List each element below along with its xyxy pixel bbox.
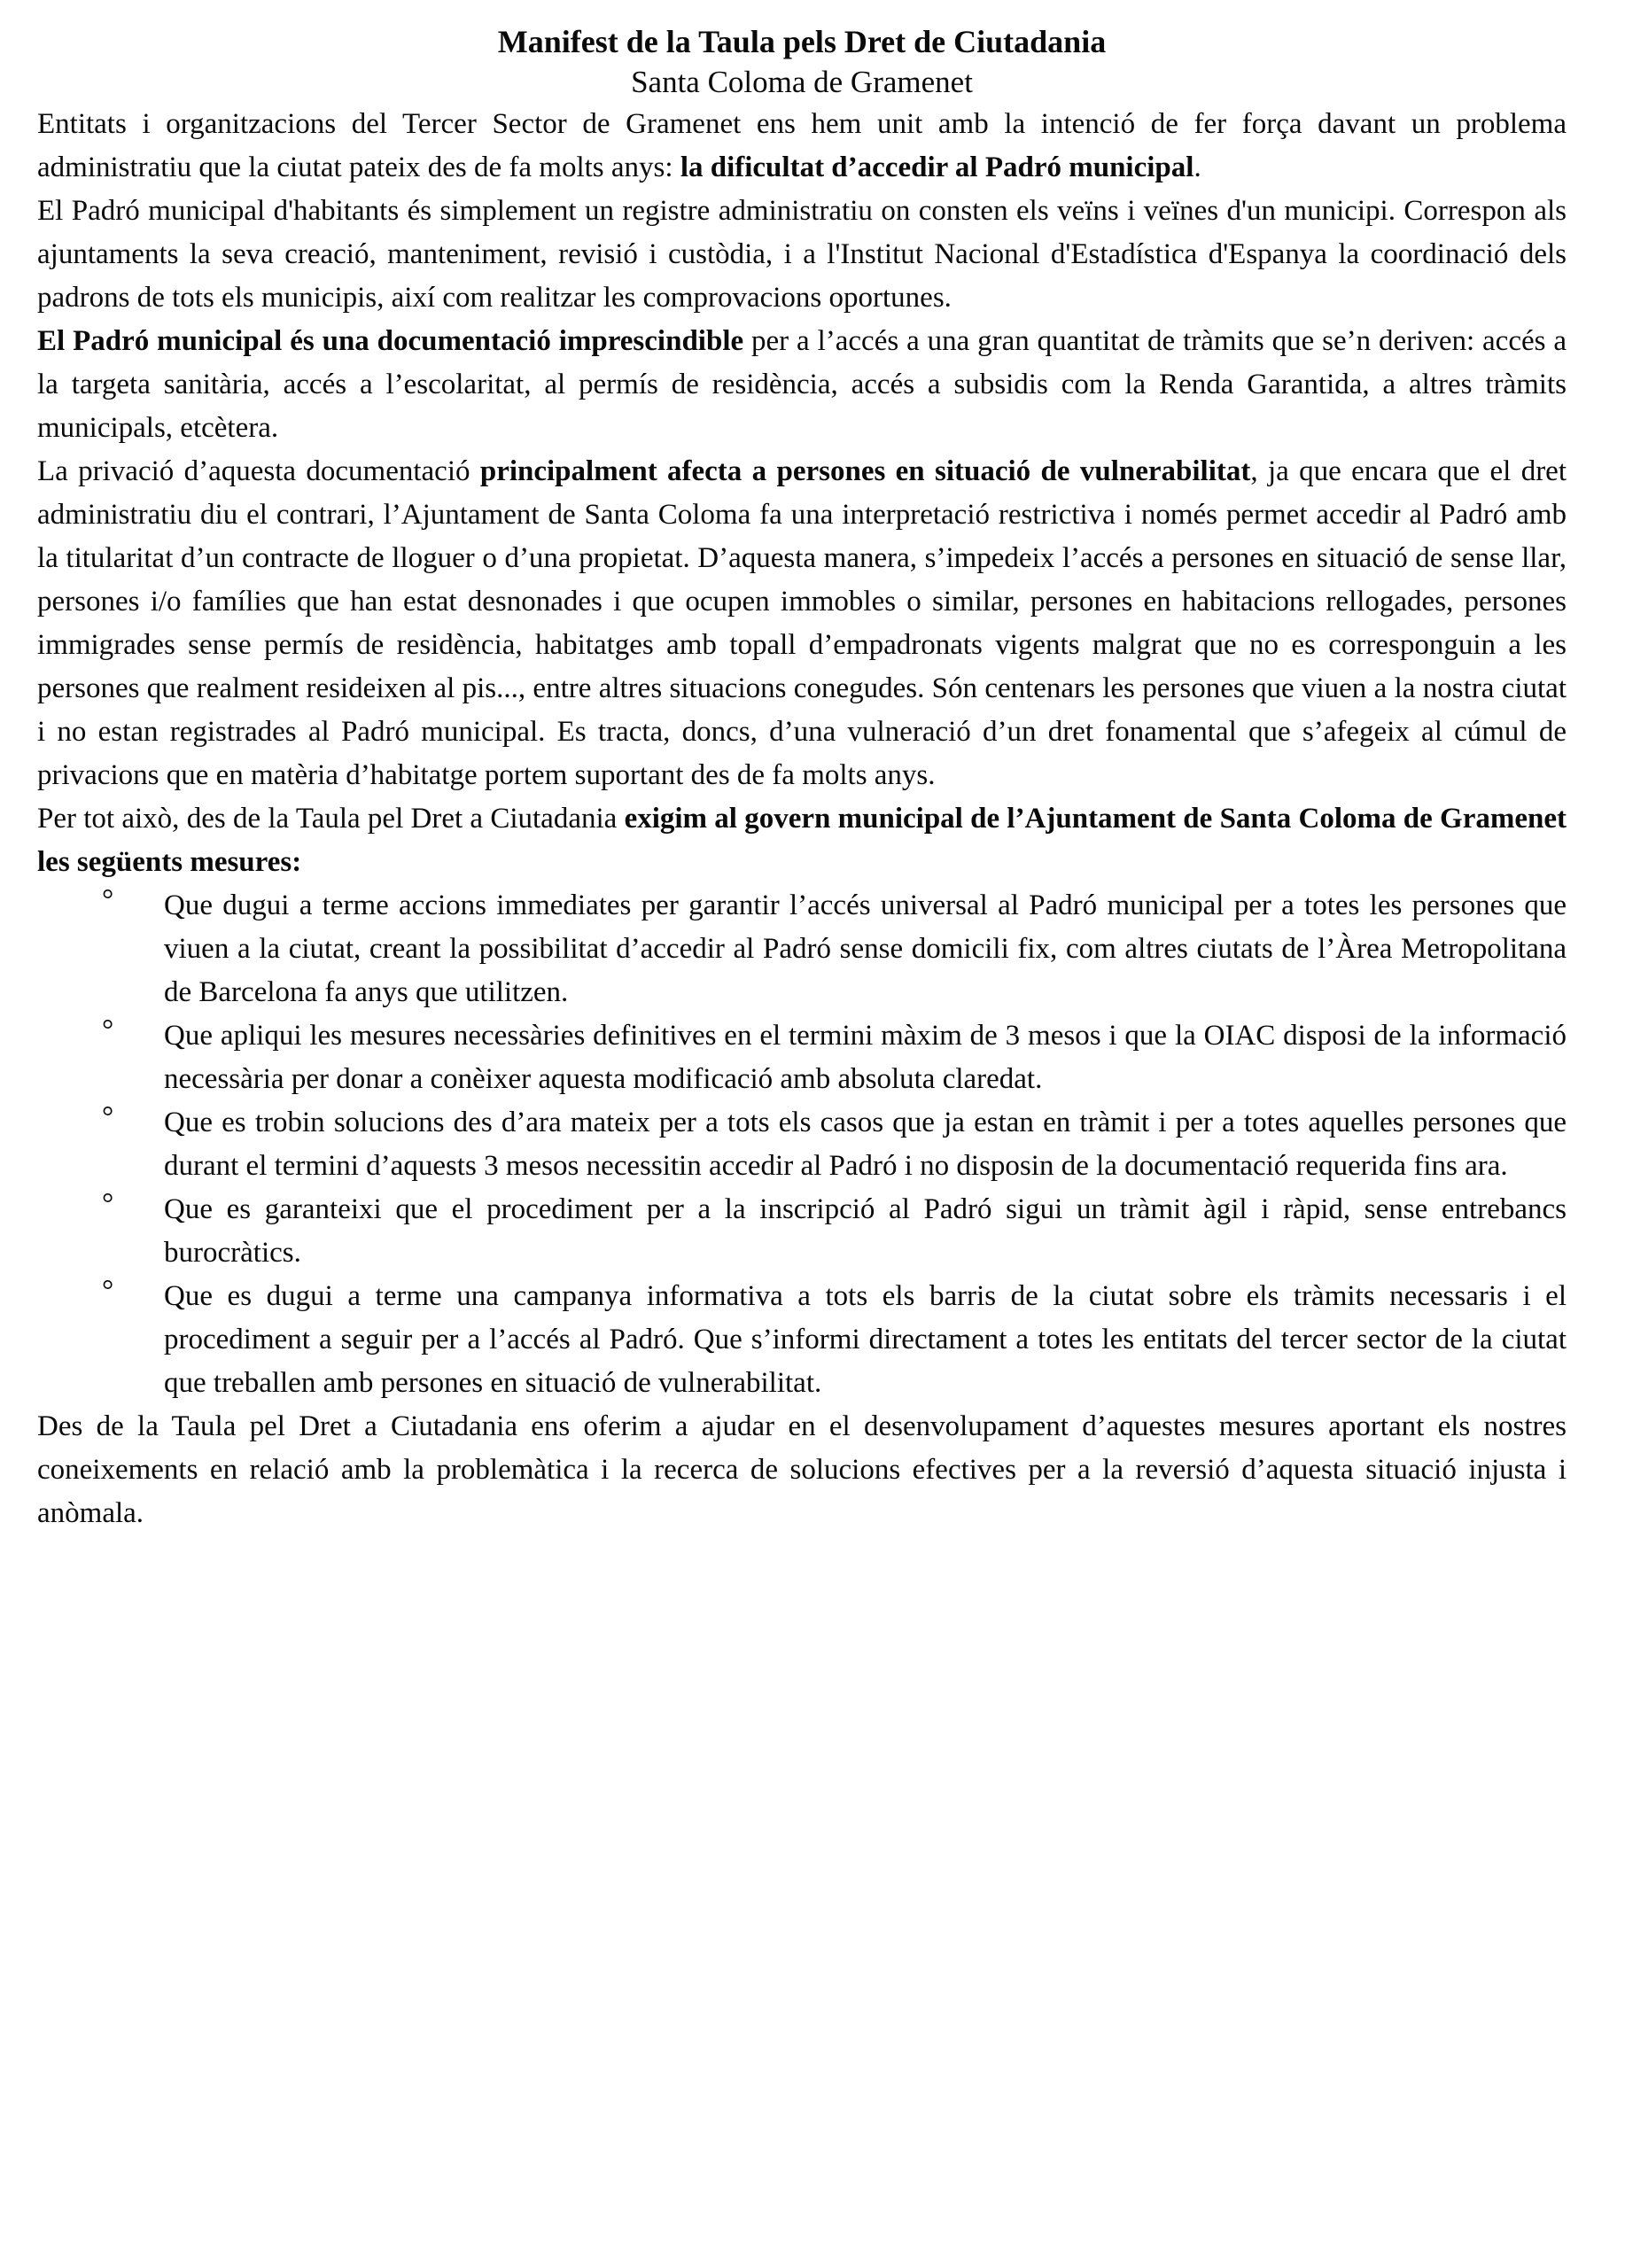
paragraph-closing [37,1405,1567,1535]
bullet-marker-icon: ° [102,1101,114,1133]
paragraph-intro-end: . [1193,151,1201,183]
paragraph-padro-definition [37,190,1567,320]
measure-item-pending-cases-text: Que es trobin solucions des d’ara mateix per a tots els casos que ja estan en tràmit i per a totes aquelles persones que durant el termini d’aquests 3 mesos necessitin accedir al Padró i no disposin de la documentació requerida fins ara. [164,1107,1567,1182]
measure-item-info-campaign-text: Que es dugui a terme una campanya informativa a tots els barris de la ciutat sobre els tràmits necessaris i el procediment a seguir per a l’accés al Padró. Que s’informi directament a totes les entitats del tercer sector de la ciutat que treballen amb persones en situació de vulnerabilitat. [164,1280,1567,1399]
measure-item-universal-access [102,884,1567,1014]
document-title: Manifest de la Taula pels Dret de Ciutadania [497,24,1107,59]
measure-item-info-campaign [102,1275,1567,1405]
measure-item-agile-procedure-text: Que es garanteixi que el procediment per a la inscripció al Padró sigui un tràmit àgil i ràpid, sense entrebancs burocràtics. [164,1193,1567,1269]
paragraph-intro [37,103,1567,190]
paragraph-padro-importance [37,320,1567,450]
paragraph-vulnerability-pre: La privació d’aquesta documentació [37,455,480,487]
measure-item-three-months-text: Que apliqui les mesures necessàries definitives en el termini màxim de 3 mesos i que la OIAC disposi de la informació necessària per donar a conèixer aquesta modificació amb absoluta claredat. [164,1020,1567,1095]
paragraph-demands-lead-bold: exigim al govern municipal de l’Ajuntament de Santa Coloma de Gramenet les següents mesures: [37,803,1567,878]
paragraph-intro-text: Entitats i organitzacions del Tercer Sector de Gramenet ens hem unit amb la intenció de fer força davant un problema administratiu que la ciutat pateix des de fa molts anys: [37,108,1567,183]
paragraph-padro-definition-text: El Padró municipal d'habitants és simplement un registre administratiu on consten els veïns i veïnes d'un municipi. Correspon als ajuntaments la seva creació, manteniment, revisió i custòdia, i a l'Institut Nacional d'Estadística d'Espanya la coordinació dels padrons de tots els municipis, així com realitzar les comprovacions oportunes. [37,195,1567,314]
paragraph-padro-importance-text: per a l’accés a una gran quantitat de tràmits que se’n deriven: accés a la targeta sanitària, accés a l’escolaritat, al permís de residència, accés a subsidis com la Renda Garantida, a altres tràmits municipals, etcètera. [37,325,1567,444]
paragraph-demands-lead-pre: Per tot això, des de la Taula pel Dret a Ciutadania [37,803,625,835]
measure-item-three-months [102,1014,1567,1101]
bullet-marker-icon: ° [102,884,114,916]
measures-list [37,884,1567,1405]
bullet-marker-icon: ° [102,1275,114,1307]
paragraph-padro-importance-bold: El Padró municipal és una documentació imprescindible [37,325,744,357]
paragraph-demands-lead [37,797,1567,884]
document-subtitle: Santa Coloma de Gramenet [631,65,973,99]
paragraph-vulnerability-text: , ja que encara que el dret administratiu diu el contrari, l’Ajuntament de Santa Coloma fa una interpretació restrictiva i només permet accedir al Padró amb la titularitat d’un contracte de lloguer o d’una propietat. D’aquesta manera, s’impedeix l’accés a persones en situació de sense llar, persones i/o famílies que han estat desnonades i que ocupen immobles o similar, persones en habitacions rellogades, persones immigrades sense permís de residència, habitatges amb topall d’empadronats vigents malgrat que no es corresponguin a les persones que realment resideixen al pis..., entre altres situacions conegudes. Són centenars les persones que viuen a la nostra ciutat i no estan registrades al Padró municipal. Es tracta, doncs, d’una vulneració d’un dret fonamental que s’afegeix al cúmul de privacions que en matèria d’habitatge portem suportant des de fa molts anys. [37,455,1567,791]
paragraph-closing-text: Des de la Taula pel Dret a Ciutadania ens oferim a ajudar en el desenvolupament d’aquestes mesures aportant els nostres coneixements en relació amb la problemàtica i la recerca de solucions efectives per a la reversió d’aquesta situació injusta i anòmala. [37,1410,1567,1529]
paragraph-vulnerability-bold: principalment afecta a persones en situació de vulnerabilitat [479,455,1251,487]
measure-item-agile-procedure [102,1188,1567,1275]
measure-item-pending-cases [102,1101,1567,1188]
bullet-marker-icon: ° [102,1014,114,1046]
paragraph-vulnerability [37,450,1567,797]
paragraph-intro-bold: la dificultat d’accedir al Padró municipal [680,151,1194,183]
measure-item-universal-access-text: Que dugui a terme accions immediates per garantir l’accés universal al Padró municipal per a totes les persones que viuen a la ciutat, creant la possibilitat d’accedir al Padró sense domicili fix, com altres ciutats de l’Àrea Metropolitana de Barcelona fa anys que utilitzen. [164,889,1567,1008]
bullet-marker-icon: ° [102,1188,114,1220]
